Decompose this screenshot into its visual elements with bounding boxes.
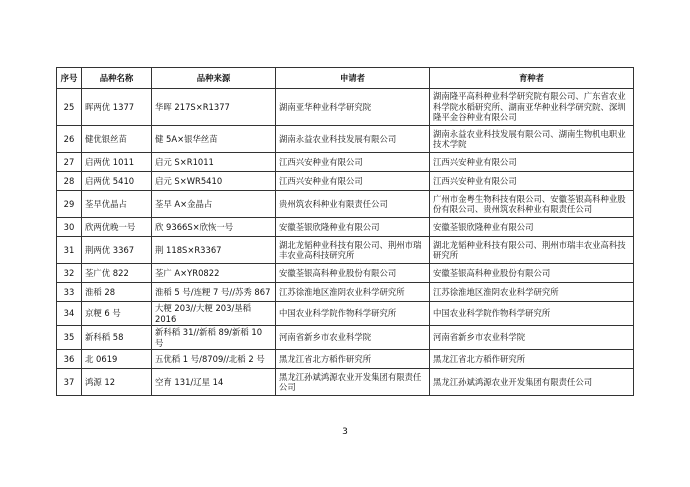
applicant: 湖南永益农业科技发展有限公司 — [276, 126, 430, 153]
variety-name: 荃广优 822 — [82, 264, 152, 283]
table-row — [57, 153, 634, 172]
variety-name: 欣两优晚一号 — [82, 218, 152, 237]
breeder: 湖北龙韬种业科技有限公司、荆州市瑞丰农业高科技研究所 — [430, 237, 634, 264]
table-row — [57, 191, 634, 218]
variety-source: 空育 131/辽星 14 — [152, 369, 276, 396]
variety-name: 晖两优 1377 — [82, 89, 152, 126]
page-number: 3 — [342, 427, 348, 437]
row-number: 33 — [57, 283, 82, 302]
table-row — [57, 172, 634, 191]
row-number: 28 — [57, 172, 82, 191]
applicant: 河南省新乡市农业科学院 — [276, 326, 430, 350]
breeder: 广州市金粤生物科技有限公司、安徽荃银高科种业股份有限公司、贵州筑农科种业有限责任公司 — [430, 191, 634, 218]
variety-name: 新科稻 58 — [82, 326, 152, 350]
breeder: 湖南隆平高科种业科学研究院有限公司、广东省农业科学院水稻研究所、湖南亚华种业科学研究院、深圳隆平金谷种业有限公司 — [430, 89, 634, 126]
breeder: 黑龙江孙斌鸿源农业开发集团有限责任公司 — [430, 369, 634, 396]
variety-source: 荆 118S×R3367 — [152, 237, 276, 264]
variety-name: 启两优 1011 — [82, 153, 152, 172]
breeder: 安徽荃银高科种业股份有限公司 — [430, 264, 634, 283]
variety-name: 健优银丝苗 — [82, 126, 152, 153]
variety-table — [56, 67, 634, 396]
breeder: 江苏徐淮地区淮阴农业科学研究所 — [430, 283, 634, 302]
applicant: 江苏徐淮地区淮阴农业科学研究所 — [276, 283, 430, 302]
breeder: 河南省新乡市农业科学院 — [430, 326, 634, 350]
variety-source: 荃广 A×YR0822 — [152, 264, 276, 283]
row-number: 26 — [57, 126, 82, 153]
table-row — [57, 283, 634, 302]
variety-name: 淮稻 28 — [82, 283, 152, 302]
applicant: 中国农业科学院作物科学研究所 — [276, 302, 430, 326]
table-row — [57, 218, 634, 237]
applicant: 江西兴安种业有限公司 — [276, 153, 430, 172]
applicant: 安徽荃银高科种业股份有限公司 — [276, 264, 430, 283]
applicant: 黑龙江孙斌鸿源农业开发集团有限责任公司 — [276, 369, 430, 396]
row-number: 25 — [57, 89, 82, 126]
variety-source: 荃早 A×金晶占 — [152, 191, 276, 218]
table-row — [57, 369, 634, 396]
applicant: 湖南亚华种业科学研究院 — [276, 89, 430, 126]
variety-source: 华晖 217S×R1377 — [152, 89, 276, 126]
breeder: 中国农业科学院作物科学研究所 — [430, 302, 634, 326]
variety-name: 荃早优晶占 — [82, 191, 152, 218]
variety-source: 淮稻 5 号/连粳 7 号//苏秀 867 — [152, 283, 276, 302]
table-row — [57, 237, 634, 264]
row-number: 29 — [57, 191, 82, 218]
table-row — [57, 350, 634, 369]
applicant: 黑龙江省北方稻作研究所 — [276, 350, 430, 369]
variety-name: 鸿源 12 — [82, 369, 152, 396]
applicant: 江西兴安种业有限公司 — [276, 172, 430, 191]
row-number: 27 — [57, 153, 82, 172]
table-header-row — [57, 68, 634, 89]
row-number: 37 — [57, 369, 82, 396]
variety-source: 五优稻 1 号/8709//北稻 2 号 — [152, 350, 276, 369]
breeder: 安徽荃银欣隆种业有限公司 — [430, 218, 634, 237]
row-number: 30 — [57, 218, 82, 237]
variety-source: 启元 S×R1011 — [152, 153, 276, 172]
header-breeder: 育种者 — [430, 68, 634, 89]
table-row — [57, 264, 634, 283]
variety-source: 新科稻 31//新稻 89/新稻 10 号 — [152, 326, 276, 350]
variety-name: 启两优 5410 — [82, 172, 152, 191]
row-number: 32 — [57, 264, 82, 283]
variety-name: 荆两优 3367 — [82, 237, 152, 264]
row-number: 34 — [57, 302, 82, 326]
header-applicant: 申请者 — [276, 68, 430, 89]
header-number: 序号 — [57, 68, 82, 89]
header-variety-name: 品种名称 — [82, 68, 152, 89]
variety-name: 京粳 6 号 — [82, 302, 152, 326]
variety-source: 健 5A×银华丝苗 — [152, 126, 276, 153]
table-row — [57, 302, 634, 326]
variety-source: 启元 S×WR5410 — [152, 172, 276, 191]
header-variety-source: 品种来源 — [152, 68, 276, 89]
breeder: 江西兴安种业有限公司 — [430, 153, 634, 172]
variety-source: 欣 9366S×欣恢一号 — [152, 218, 276, 237]
row-number: 35 — [57, 326, 82, 350]
table-row — [57, 89, 634, 126]
breeder: 湖南永益农业科技发展有限公司、湖南生物机电职业技术学院 — [430, 126, 634, 153]
applicant: 贵州筑农科种业有限责任公司 — [276, 191, 430, 218]
table-row — [57, 126, 634, 153]
applicant: 安徽荃银欣隆种业有限公司 — [276, 218, 430, 237]
breeder: 黑龙江省北方稻作研究所 — [430, 350, 634, 369]
variety-source: 大粳 203//大粳 203/垦稻 2016 — [152, 302, 276, 326]
row-number: 36 — [57, 350, 82, 369]
row-number: 31 — [57, 237, 82, 264]
applicant: 湖北龙韬种业科技有限公司、荆州市瑞丰农业高科技研究所 — [276, 237, 430, 264]
breeder: 江西兴安种业有限公司 — [430, 172, 634, 191]
variety-name: 北 0619 — [82, 350, 152, 369]
table-row — [57, 326, 634, 350]
